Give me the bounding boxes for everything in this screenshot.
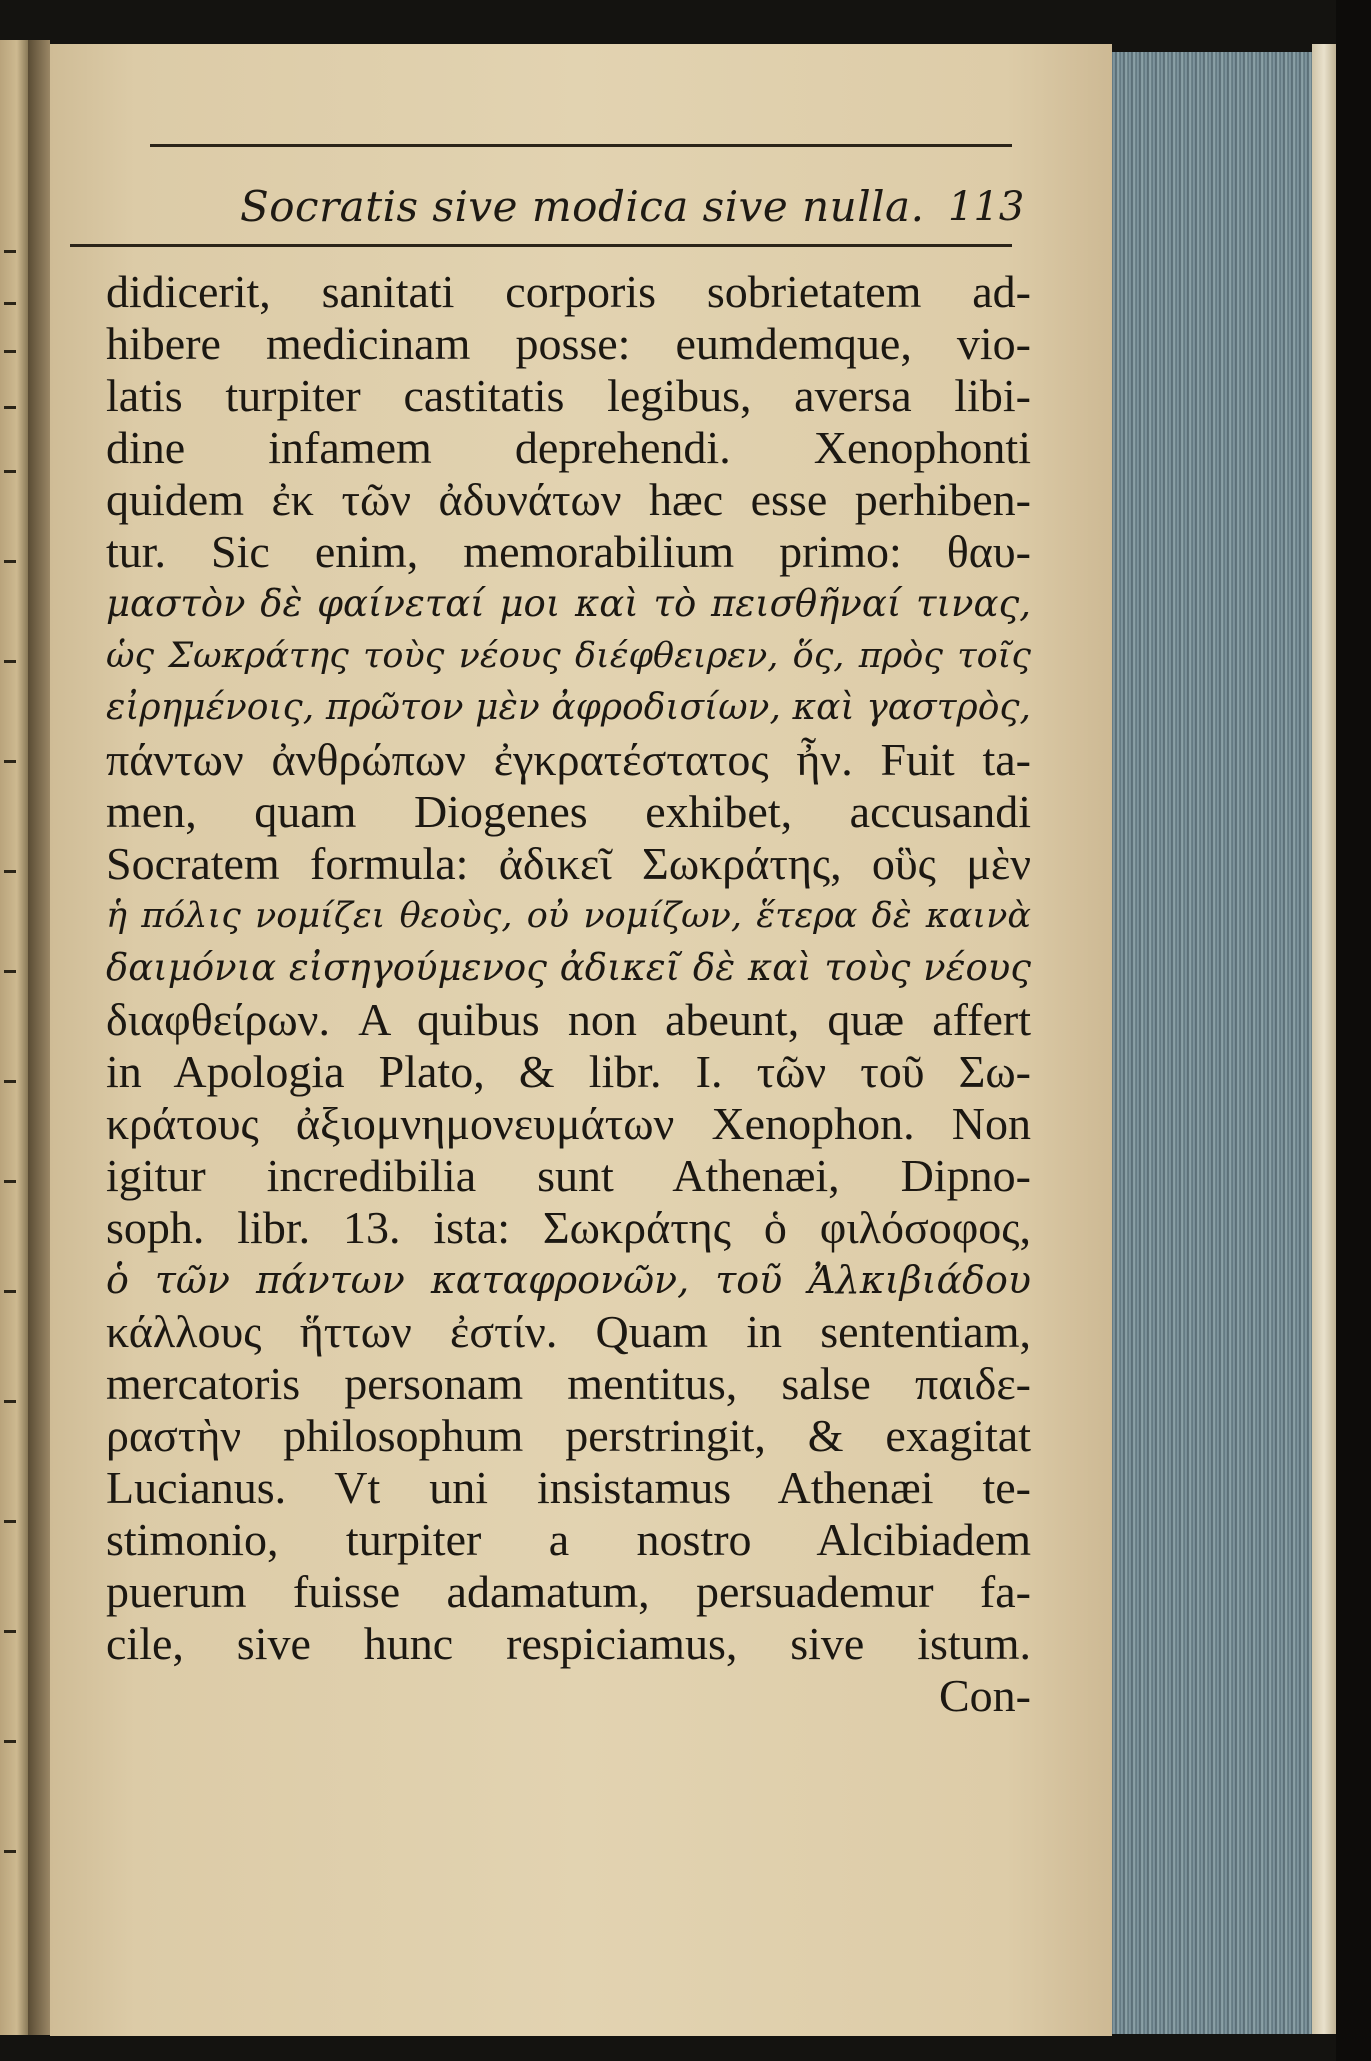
- book-cover-edge: [1312, 44, 1336, 2034]
- page-number: 113: [948, 184, 1025, 230]
- previous-page-glyph: [4, 870, 16, 873]
- text-line: Socratem formula: ἀδικεῖ Σωκράτης, οὓς μὲν: [106, 838, 1031, 889]
- previous-page-glyph: [4, 350, 16, 353]
- text-line: ραστὴν philosophum perstringit, & exagitat: [106, 1410, 1031, 1461]
- text-line: in Apologia Plato, & libr. I. τῶν τοῦ Σω-: [106, 1046, 1031, 1097]
- text-line: didicerit, sanitati corporis sobrietatem ad-: [106, 266, 1031, 317]
- text-line: puerum fuisse adamatum, persuademur fa-: [106, 1566, 1031, 1617]
- catchword: Con-: [939, 1670, 1031, 1721]
- header-rule-bottom: [70, 244, 1012, 247]
- greek-text-line: μαστὸν δὲ φαίνεταί μοι καὶ τὸ πεισθῆναί τινας,: [106, 582, 1031, 625]
- header-rule-top: [150, 144, 1012, 147]
- stacked-page-edges: [1112, 52, 1312, 2034]
- text-line: πάντων ἀνθρώπων ἐγκρατέστατος ἦν. Fuit ta-: [106, 734, 1031, 785]
- previous-page-glyph: [4, 1850, 16, 1853]
- text-line: dine infamem deprehendi. Xenophonti: [106, 422, 1031, 473]
- text-line: Lucianus. Vt uni insistamus Athenæi te-: [106, 1462, 1031, 1513]
- previous-page-glyph: [4, 760, 16, 763]
- greek-text-line: ἡ πόλις νομίζει θεοὺς, οὐ νομίζων, ἕτερα δὲ καινὰ: [106, 896, 1031, 936]
- greek-text-line: εἰρημένοις, πρῶτον μὲν ἀφροδισίων, καὶ γαστρὸς,: [106, 687, 1031, 728]
- greek-text-line: δαιμόνια εἰσηγούμενος ἀδικεῖ δὲ καὶ τοὺς νέους: [106, 946, 1031, 989]
- text-line: cile, sive hunc respiciamus, sive istum.: [106, 1618, 1031, 1669]
- previous-page-glyph: [4, 970, 16, 973]
- text-line: κάλλους ἥττων ἐστίν. Quam in sententiam,: [106, 1306, 1031, 1357]
- greek-text-line: ὡς Σωκράτης τοὺς νέους διέφθειρεν, ὅς, πρὸς τοῖς: [106, 636, 1031, 676]
- book-gutter: [28, 40, 50, 2035]
- background-shadow: [1336, 0, 1371, 2061]
- previous-page-glyph: [4, 302, 16, 305]
- previous-page-glyph: [4, 1400, 16, 1403]
- previous-page-glyph: [4, 1630, 16, 1633]
- previous-page-glyph: [4, 660, 16, 663]
- text-line: διαφθείρων. A quibus non abeunt, quæ affert: [106, 994, 1031, 1045]
- page-body-text: [106, 266, 1031, 1722]
- previous-page-glyph: [4, 1290, 16, 1293]
- text-line: stimonio, turpiter a nostro Alcibiadem: [106, 1514, 1031, 1565]
- previous-page-glyph: [4, 560, 16, 563]
- previous-page-glyph: [4, 1180, 16, 1183]
- previous-page-glyph: [4, 470, 16, 473]
- text-line: men, quam Diogenes exhibet, accusandi: [106, 786, 1031, 837]
- greek-text-line: ὁ τῶν πάντων καταφρονῶν, τοῦ Ἀλκιβιάδου: [106, 1258, 1031, 1302]
- previous-page-glyph: [4, 406, 16, 409]
- text-line: latis turpiter castitatis legibus, aversa libi-: [106, 370, 1031, 421]
- previous-page-glyph: [4, 1520, 16, 1523]
- text-line: tur. Sic enim, memorabilium primo: θαυ-: [106, 526, 1031, 577]
- book-page: [50, 44, 1112, 2036]
- text-line: mercatoris personam mentitus, salse παιδε-: [106, 1358, 1031, 1409]
- text-line: κράτους ἀξιομνημονευμάτων Xenophon. Non: [106, 1098, 1031, 1149]
- previous-page-glyph: [4, 1080, 16, 1083]
- previous-page-edge: [0, 40, 28, 2035]
- text-line: igitur incredibilia sunt Athenæi, Dipno-: [106, 1150, 1031, 1201]
- text-line: hibere medicinam posse: eumdemque, vio-: [106, 318, 1031, 369]
- previous-page-glyph: [4, 1740, 16, 1743]
- previous-page-glyph: [4, 250, 16, 253]
- text-line: quidem ἐκ τῶν ἀδυνάτων hæc esse perhiben-: [106, 474, 1031, 525]
- running-head: Socratis sive modica sive nulla.: [240, 182, 925, 231]
- text-line: soph. libr. 13. ista: Σωκράτης ὁ φιλόσοφος,: [106, 1202, 1031, 1253]
